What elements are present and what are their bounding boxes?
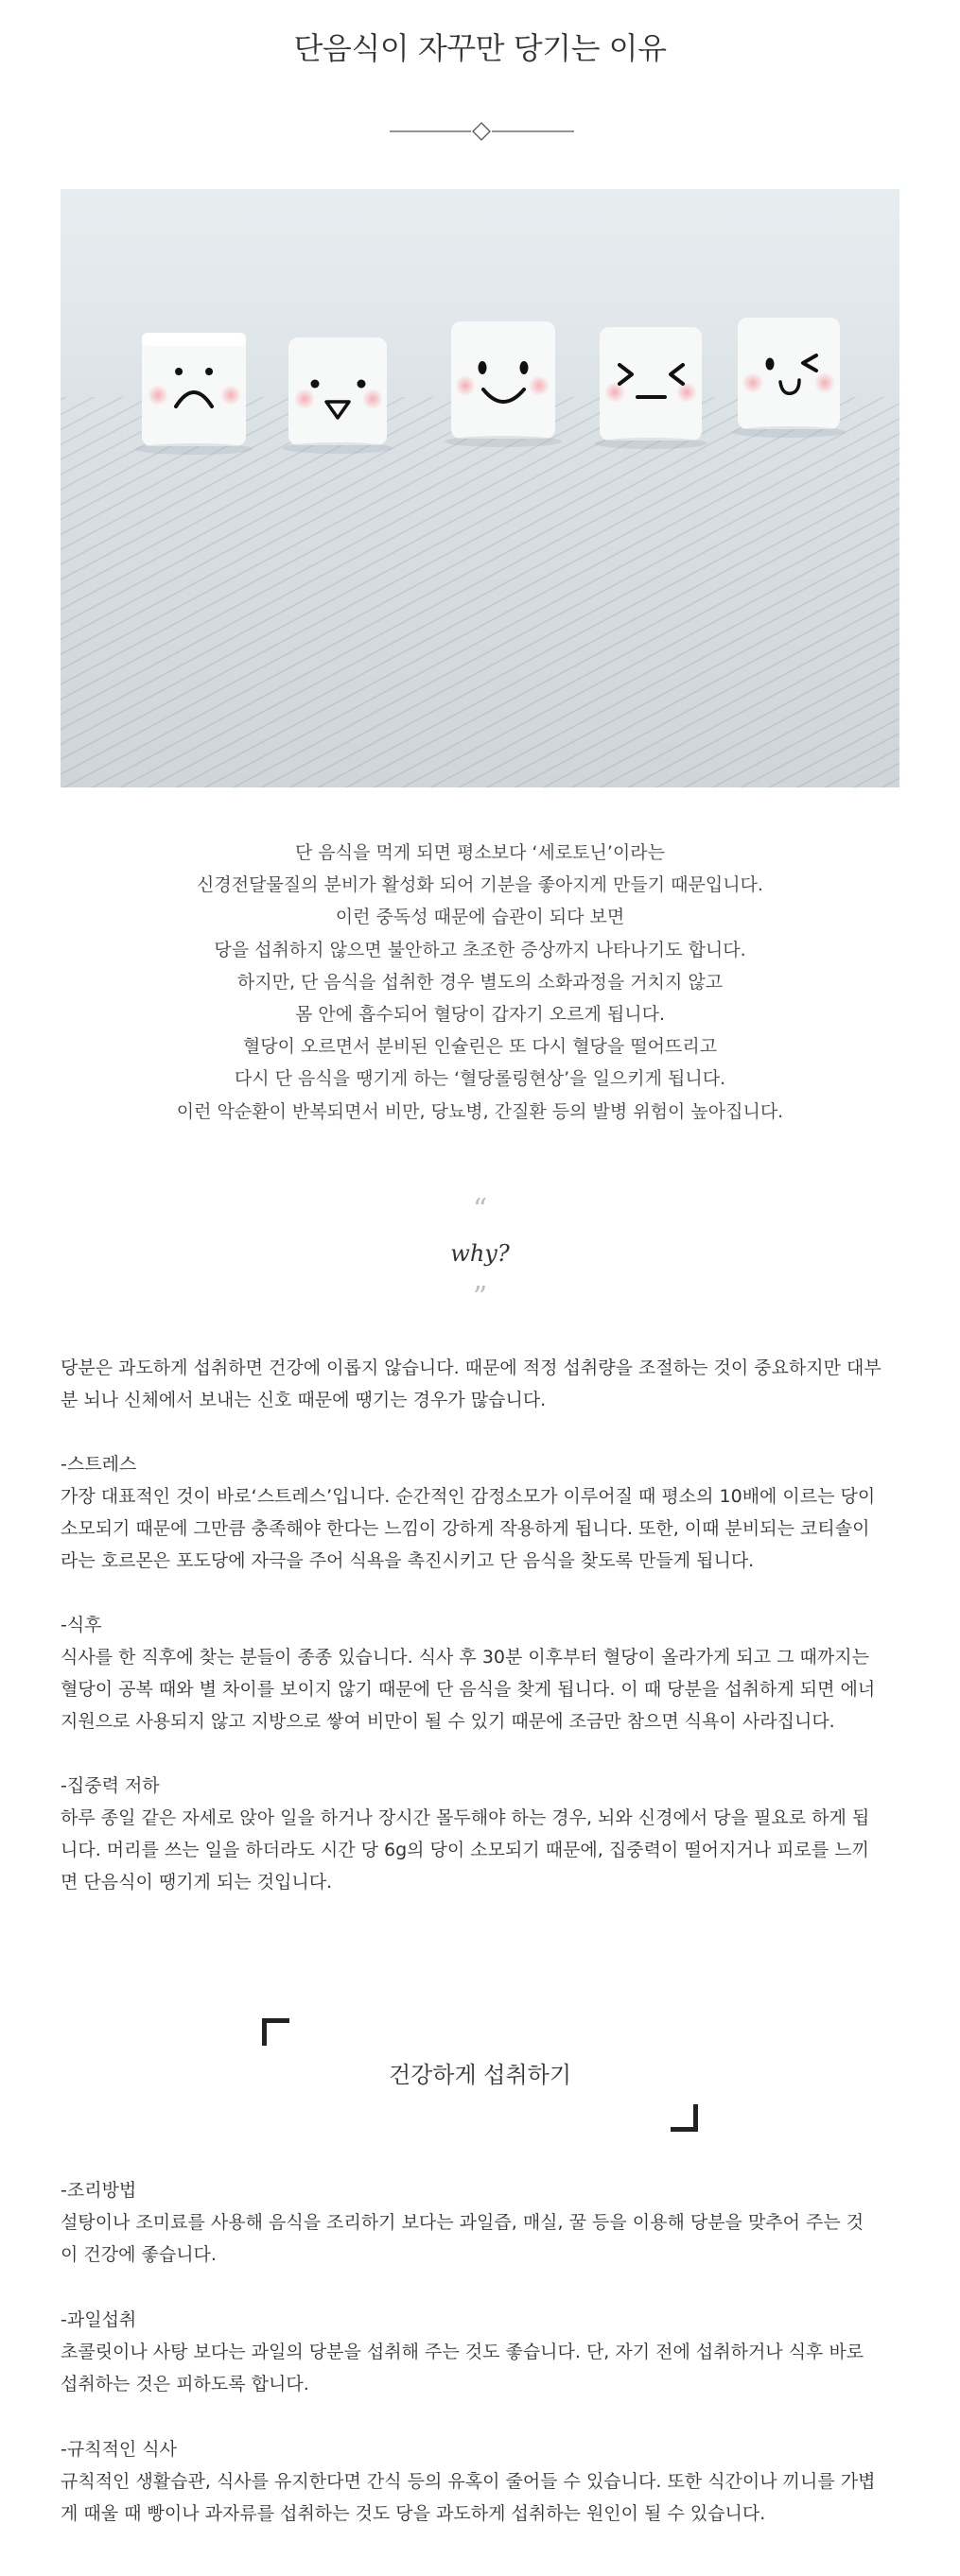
intro-line: 당을 섭취하지 않으면 불안하고 초조한 증상까지 나타나기도 합니다. <box>214 939 746 960</box>
reason-line: 혈당이 공복 때와 별 차이를 보이지 않기 때문에 단 음식을 찾게 됩니다. 이 때 당분을 섭취하게 되면 에너 <box>61 1679 876 1700</box>
reason-line: 식사를 한 직후에 찾는 분들이 종종 있습니다. 식사 후 30분 이후부터 혈당이 올라가게 되고 그 때까지는 <box>61 1647 869 1668</box>
intro-line: 이런 악순환이 반복되면서 비만, 당뇨병, 간질환 등의 발병 위험이 높아집니다. <box>176 1100 784 1122</box>
reason-line: 지원으로 사용되지 않고 지방으로 쌓여 비만이 될 수 있기 때문에 조금만 참으면 식욕이 사라집니다. <box>61 1711 835 1732</box>
reason-line: 하루 종일 같은 자세로 앉아 일을 하거나 장시간 몰두해야 하는 경우, 뇌와 신경에서 당을 필요로 하게 됩 <box>61 1807 870 1828</box>
intro-line: 혈당이 오르면서 분비된 인슐린은 또 다시 혈당을 떨어뜨리고 <box>242 1036 718 1058</box>
intro-line: 이런 중독성 때문에 습관이 되다 보면 <box>335 907 625 928</box>
intro-line: 하지만, 단 음식을 섭취한 경우 별도의 소화과정을 거치지 않고 <box>236 971 724 993</box>
tip-fruit <box>61 2304 900 2400</box>
healthy-section-title: 건강하게 섭취하기 <box>388 2062 572 2088</box>
title-divider <box>390 121 574 142</box>
reason-line: 니다. 머리를 쓰는 일을 하더라도 시간 당 6g의 당이 소모되기 때문에, 집중력이 떨어지거나 피로를 느끼 <box>61 1840 869 1860</box>
tip-heading: -조리방법 <box>61 2180 137 2201</box>
why-section <box>61 1352 900 1416</box>
reason-heading: -스트레스 <box>61 1454 137 1475</box>
reason-heading: -식후 <box>61 1615 102 1635</box>
tip-line: 설탕이나 조미료를 사용해 음식을 조리하기 보다는 과일즙, 매실, 꿀 등을 이용해 당분을 맞추어 주는 것 <box>61 2212 864 2233</box>
tip-regular-meals <box>61 2433 900 2530</box>
why-intro-line: 분 뇌나 신체에서 보내는 신호 때문에 땡기는 경우가 많습니다. <box>61 1390 547 1410</box>
tip-line: 게 때울 때 빵이나 과자류를 섭취하는 것도 당을 과도하게 섭취하는 원인이 될 수 있습니다. <box>61 2503 766 2524</box>
sugar-cube-squint <box>600 327 702 441</box>
reason-line: 라는 호르몬은 포도당에 자극을 주어 식욕을 촉진시키고 단 음식을 찾도록 만들게 됩니다. <box>61 1550 755 1571</box>
page-title: 단음식이 자꾸만 당기는 이유 <box>293 30 667 66</box>
reason-line: 가장 대표적인 것이 바로‘스트레스’입니다. 순간적인 감정소모가 이루어질 때 평소의 10배에 이르는 당이 <box>61 1486 876 1507</box>
reason-line: 면 단음식이 땡기게 되는 것입니다. <box>61 1872 333 1893</box>
intro-line: 신경전달물질의 분비가 활성화 되어 기분을 좋아지게 만들기 때문입니다. <box>197 874 763 896</box>
intro-line: 몸 안에 흡수되어 혈당이 갑자기 오르게 됩니다. <box>294 1004 665 1026</box>
tip-line: 섭취하는 것은 피하도록 합니다. <box>61 2374 309 2394</box>
sugar-cubes-photo <box>61 189 899 787</box>
healthy-section-header <box>262 2018 698 2132</box>
tip-line: 이 건강에 좋습니다. <box>61 2244 217 2265</box>
sugar-cube-happy <box>451 321 555 439</box>
intro-line: 다시 단 음식을 땡기게 하는 ‘혈당롤링현상’을 일으키게 됩니다. <box>234 1068 726 1090</box>
frame-corner-bottom-right <box>671 2104 698 2132</box>
open-quote-mark: “ <box>472 1193 488 1226</box>
frame-corner-top-left <box>262 2018 289 2046</box>
sugar-cube-sad <box>142 333 246 446</box>
tip-line: 초콜릿이나 사탕 보다는 과일의 당분을 섭취해 주는 것도 좋습니다. 단, 자기 전에 섭취하거나 식후 바로 <box>61 2342 864 2362</box>
reason-after-meal <box>61 1609 900 1738</box>
tip-heading: -과일섭취 <box>61 2309 137 2330</box>
sugar-cube-wink <box>738 318 840 429</box>
why-heading: why? <box>450 1240 510 1267</box>
tip-heading: -규칙적인 식사 <box>61 2439 178 2460</box>
reason-heading: -집중력 저하 <box>61 1775 160 1796</box>
sugar-cube-surprised <box>288 337 387 445</box>
tip-line: 규칙적인 생활습관, 식사를 유지한다면 간식 등의 유혹이 줄어들 수 있습니다. 또한 식간이나 끼니를 가볍 <box>61 2471 876 2492</box>
reason-concentration <box>61 1770 900 1898</box>
close-quote-mark: ” <box>472 1281 488 1314</box>
tip-cooking <box>61 2174 900 2271</box>
intro-paragraph <box>95 837 865 1128</box>
reason-line: 소모되기 때문에 그만큼 충족해야 한다는 느낌이 강하게 작용하게 됩니다. 또한, 이때 분비되는 코티솔이 <box>61 1518 870 1539</box>
why-intro-line: 당분은 과도하게 섭취하면 건강에 이롭지 않습니다. 때문에 적정 섭취량을 조절하는 것이 중요하지만 대부 <box>61 1357 881 1378</box>
reason-stress <box>61 1448 900 1577</box>
intro-line: 단 음식을 먹게 되면 평소보다 ‘세로토닌’이라는 <box>294 842 665 863</box>
